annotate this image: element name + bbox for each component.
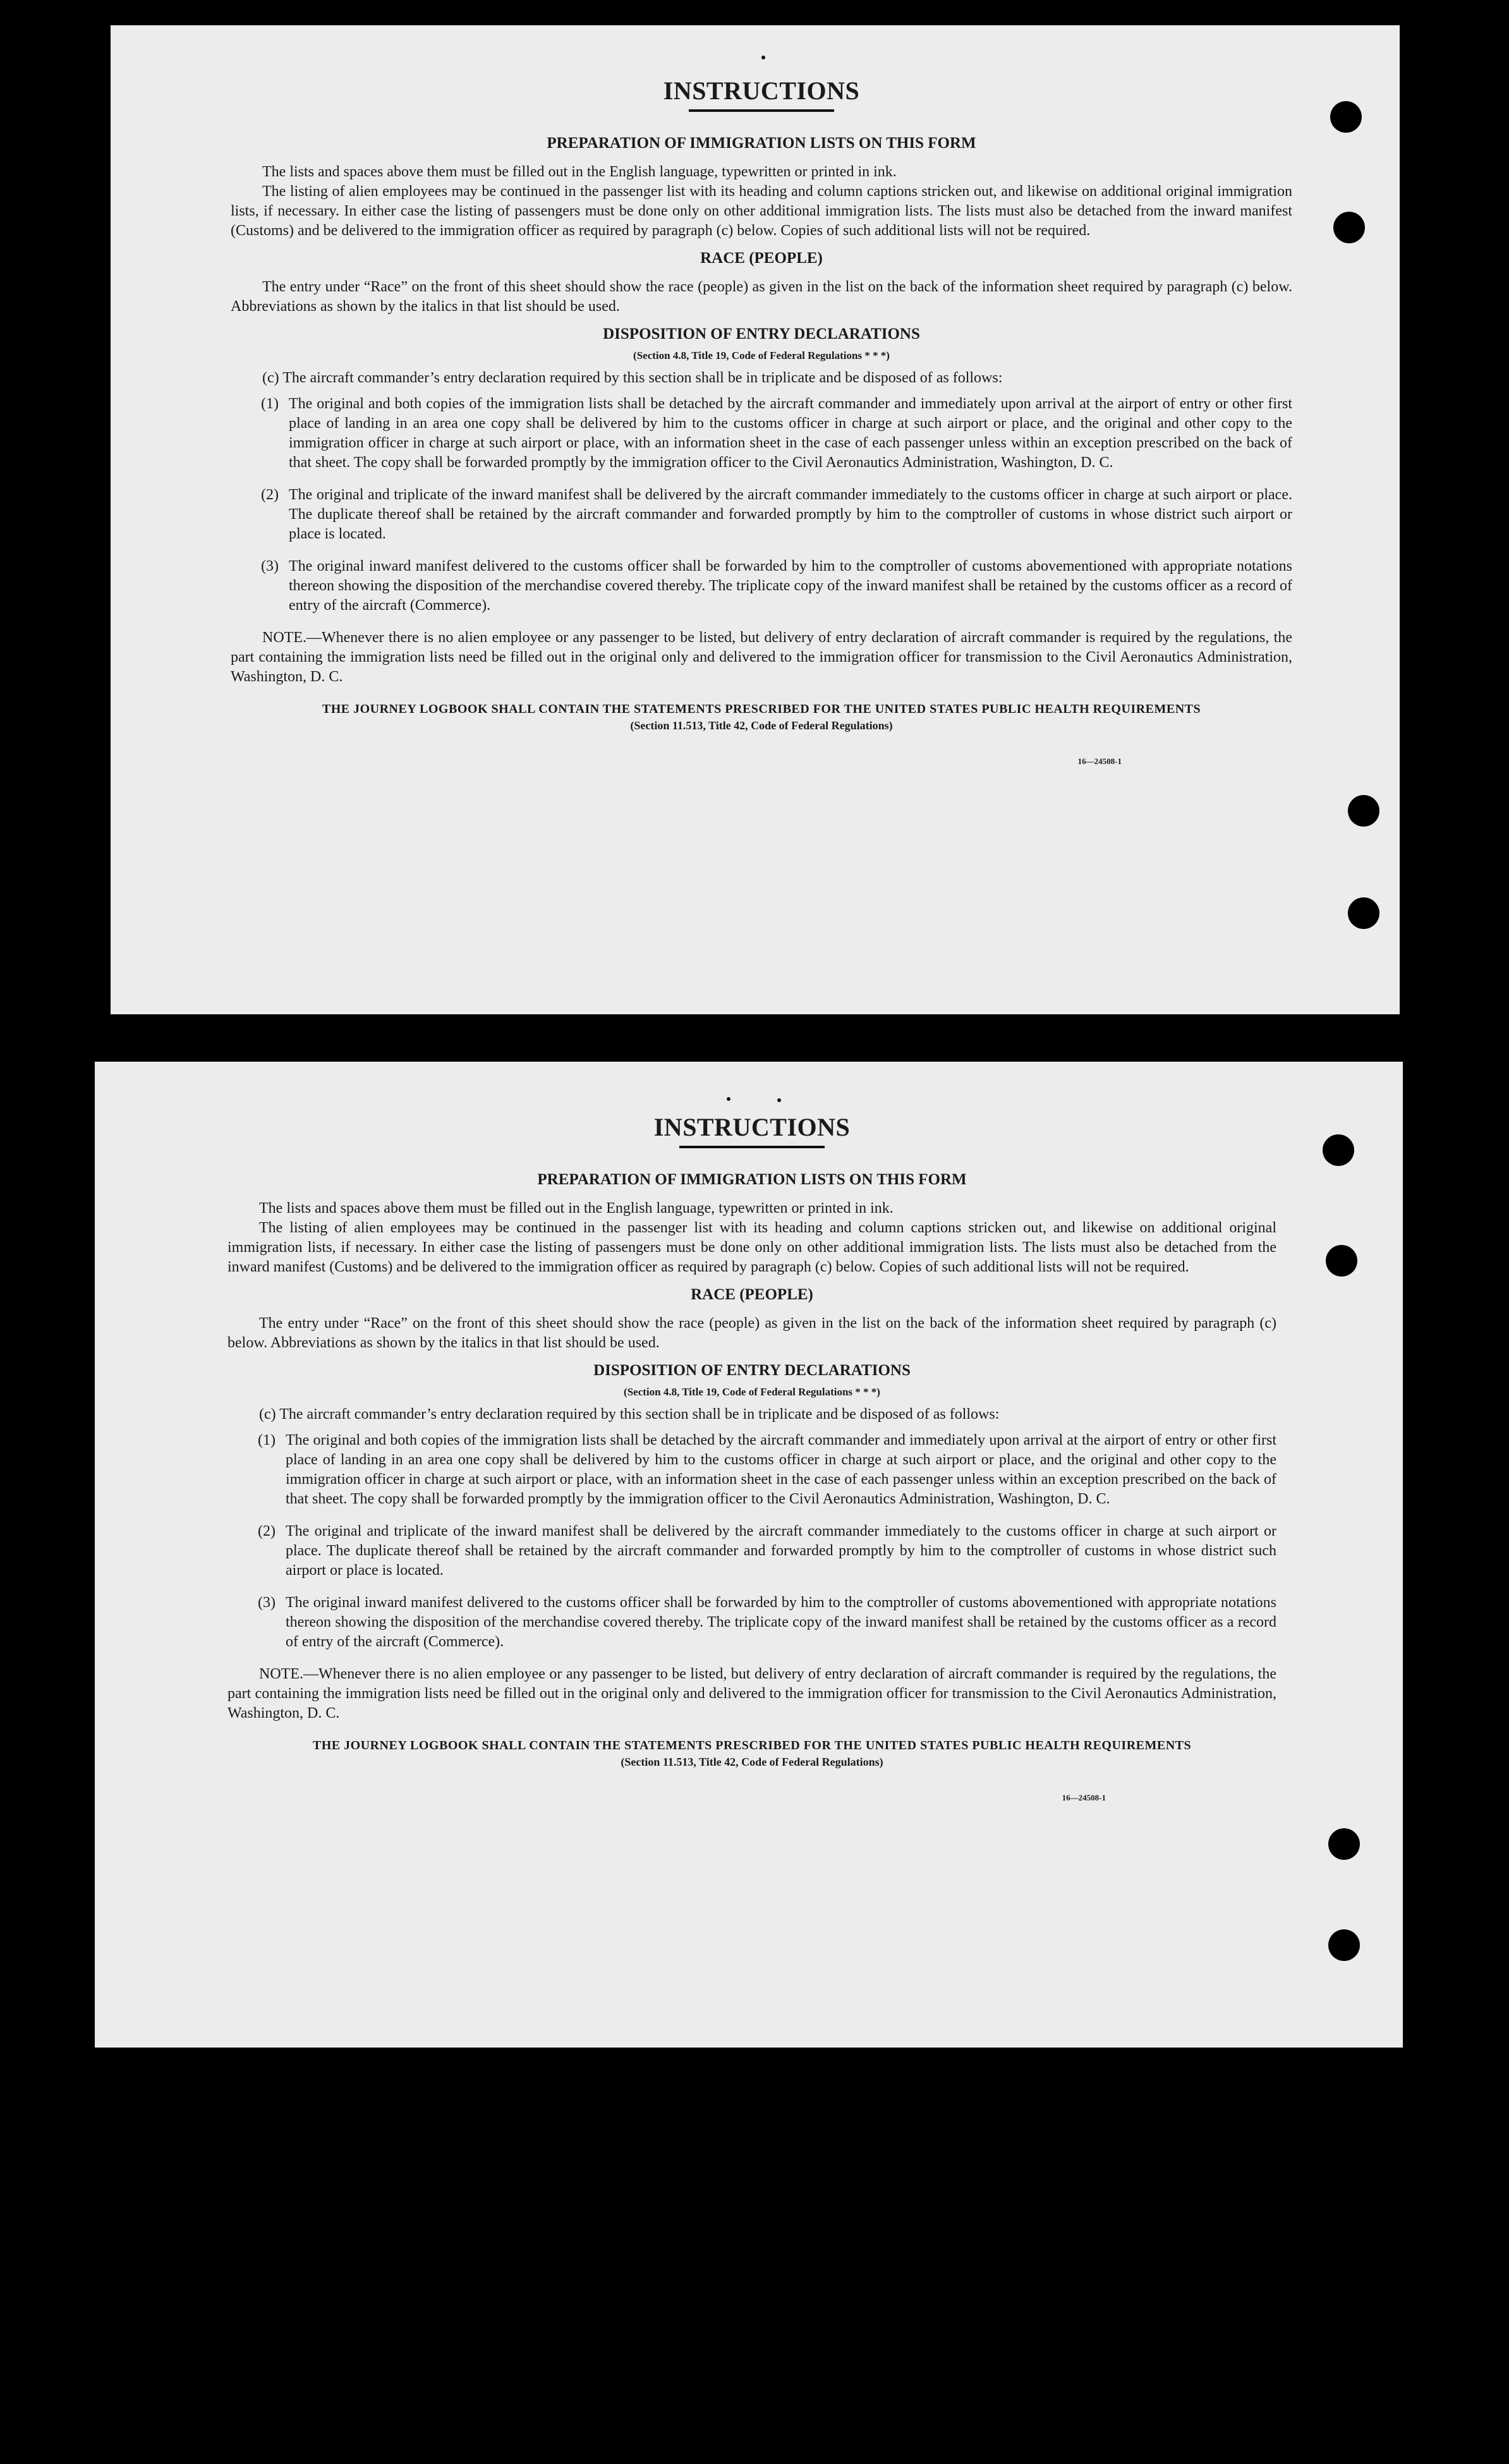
list-item — [261, 557, 1292, 616]
note-paragraph: NOTE.—Whenever there is no alien employee or any passenger to be listed, but delivery of entry declaration of aircraft commander is required by the regulations, the part containing the immigration lists need be filled out in the original only and delivered to the immigration officer for transmission to the Civil Aeronautics Administration, Washington, D. C. — [231, 629, 1292, 685]
section-heading-disposition: DISPOSITION OF ENTRY DECLARATIONS — [593, 1362, 911, 1379]
punch-hole — [1328, 1828, 1360, 1860]
item-number: (2) — [261, 487, 279, 503]
section-citation: (Section 4.8, Title 19, Code of Federal Regulations * * *) — [633, 349, 890, 361]
section-citation: (Section 4.8, Title 19, Code of Federal Regulations * * *) — [624, 1386, 880, 1398]
paragraph-lists-language: The lists and spaces above them must be filled out in the English language, typewritten or printed in ink. — [259, 1200, 894, 1217]
sheet-content — [227, 1112, 1276, 1803]
section-heading-preparation: PREPARATION OF IMMIGRATION LISTS ON THIS FORM — [537, 1171, 967, 1188]
item-text: The original and triplicate of the inward manifest shall be delivered by the aircraft commander immediately to the customs officer in charge at such airport or place. The duplicate thereof shall be retained by the aircraft commander and forwarded promptly by him to the comptroller of customs in whose district such airport or place is located. — [286, 1523, 1276, 1579]
section-heading-race: RACE (PEOPLE) — [700, 250, 823, 267]
list-item — [258, 1593, 1276, 1652]
footer-citation: (Section 11.513, Title 42, Code of Federal Regulations) — [630, 719, 893, 732]
section-heading-disposition: DISPOSITION OF ENTRY DECLARATIONS — [603, 325, 920, 343]
footer-statement: THE JOURNEY LOGBOOK SHALL CONTAIN THE STATEMENTS PRESCRIBED FOR THE UNITED STATES PUBLIC HEALTH REQUIREMENTS — [322, 702, 1201, 716]
title-underline — [679, 1146, 825, 1148]
list-item — [258, 1431, 1276, 1509]
note-paragraph: NOTE.—Whenever there is no alien employee or any passenger to be listed, but delivery of entry declaration of aircraft commander is required by the regulations, the part containing the immigration lists need be filled out in the original only and delivered to the immigration officer for transmission to the Civil Aeronautics Administration, Washington, D. C. — [227, 1666, 1276, 1721]
item-number: (1) — [258, 1432, 276, 1448]
sheet-content — [231, 76, 1292, 767]
paragraph-alien-employees: The listing of alien employees may be continued in the passenger list with its heading and column captions stricken out, and likewise on additional original immigration lists, if necessary. In either case the listing of passengers must be done only on other additional immigration lists. The lists must also be detached from the inward manifest (Customs) and be delivered to the immigration officer as required by paragraph (c) below. Copies of such additional lists will not be required. — [227, 1220, 1276, 1275]
item-number: (3) — [261, 558, 279, 574]
title-underline — [689, 109, 834, 112]
item-text: The original and both copies of the immigration lists shall be detached by the aircraft commander and immediately upon arrival at the airport of entry or other first place of landing in an area one copy shall be delivered by him to the customs officer in charge at such airport or place, and the original and other copy to the immigration officer in charge at such airport or place, with an information sheet in the case of each passenger unless within an exception prescribed on the back of that sheet. The copy shall be forwarded promptly by the immigration officer to the Civil Aeronautics Administration, Washington, D. C. — [289, 396, 1292, 471]
item-number: (3) — [258, 1594, 276, 1611]
item-text: The original inward manifest delivered to the customs officer shall be forwarded by him to the comptroller of customs abovementioned with appropriate notations thereon showing the disposition of the merchandise covered thereby. The triplicate copy of the inward manifest shall be retained by the customs officer as a record of entry of the aircraft (Commerce). — [289, 558, 1292, 614]
list-item — [261, 485, 1292, 544]
punch-hole — [1348, 897, 1379, 929]
item-text: The original and triplicate of the inward manifest shall be delivered by the aircraft commander immediately to the customs officer in charge at such airport or place. The duplicate thereof shall be retained by the aircraft commander and forwarded promptly by him to the comptroller of customs in whose district such airport or place is located. — [289, 487, 1292, 542]
section-heading-preparation: PREPARATION OF IMMIGRATION LISTS ON THIS FORM — [547, 135, 976, 152]
item-number: (2) — [258, 1523, 276, 1539]
speck-mark — [777, 1098, 781, 1102]
form-number: 16—24508-1 — [1077, 756, 1122, 766]
page-title: INSTRUCTIONS — [663, 76, 860, 105]
paragraph-c: (c) The aircraft commander’s entry declaration required by this section shall be in triplicate and be disposed of as follows: — [262, 370, 1003, 386]
punch-hole — [1328, 1929, 1360, 1961]
instruction-sheet-bottom — [95, 1062, 1403, 2048]
punch-hole — [1326, 1245, 1357, 1277]
list-item — [258, 1522, 1276, 1581]
paragraph-lists-language: The lists and spaces above them must be filled out in the English language, typewritten or printed in ink. — [262, 164, 897, 180]
paragraph-race: The entry under “Race” on the front of this sheet should show the race (people) as given in the list on the back of the information sheet required by paragraph (c) below. Abbreviations as shown by the italics in that list should be used. — [231, 279, 1292, 315]
punch-hole — [1330, 101, 1362, 133]
footer-statement: THE JOURNEY LOGBOOK SHALL CONTAIN THE STATEMENTS PRESCRIBED FOR THE UNITED STATES PUBLIC HEALTH REQUIREMENTS — [312, 1739, 1192, 1752]
list-item — [261, 394, 1292, 473]
speck-mark — [761, 56, 765, 59]
page-title: INSTRUCTIONS — [653, 1113, 851, 1141]
speck-mark — [727, 1097, 730, 1101]
paragraph-race: The entry under “Race” on the front of this sheet should show the race (people) as given in the list on the back of the information sheet required by paragraph (c) below. Abbreviations as shown by the italics in that list should be used. — [227, 1315, 1276, 1351]
footer-citation: (Section 11.513, Title 42, Code of Federal Regulations) — [621, 1756, 883, 1768]
paragraph-alien-employees: The listing of alien employees may be continued in the passenger list with its heading and column captions stricken out, and likewise on additional original immigration lists, if necessary. In either case the listing of passengers must be done only on other additional immigration lists. The lists must also be detached from the inward manifest (Customs) and be delivered to the immigration officer as required by paragraph (c) below. Copies of such additional lists will not be required. — [231, 183, 1292, 239]
punch-hole — [1323, 1134, 1354, 1166]
paragraph-c: (c) The aircraft commander’s entry declaration required by this section shall be in triplicate and be disposed of as follows: — [259, 1406, 1000, 1423]
punch-hole — [1333, 212, 1365, 243]
item-text: The original inward manifest delivered to the customs officer shall be forwarded by him to the comptroller of customs abovementioned with appropriate notations thereon showing the disposition of the merchandise covered thereby. The triplicate copy of the inward manifest shall be retained by the customs officer as a record of entry of the aircraft (Commerce). — [286, 1594, 1276, 1650]
form-number: 16—24508-1 — [1062, 1793, 1106, 1802]
instruction-sheet-top — [111, 25, 1400, 1014]
item-number: (1) — [261, 396, 279, 412]
item-text: The original and both copies of the immigration lists shall be detached by the aircraft commander and immediately upon arrival at the airport of entry or other first place of landing in an area one copy shall be delivered by him to the customs officer in charge at such airport or place, and the original and other copy to the immigration officer in charge at such airport or place, with an information sheet in the case of each passenger unless within an exception prescribed on the back of that sheet. The copy shall be forwarded promptly by the immigration officer to the Civil Aeronautics Administration, Washington, D. C. — [286, 1432, 1276, 1507]
section-heading-race: RACE (PEOPLE) — [691, 1286, 813, 1303]
punch-hole — [1348, 795, 1379, 827]
